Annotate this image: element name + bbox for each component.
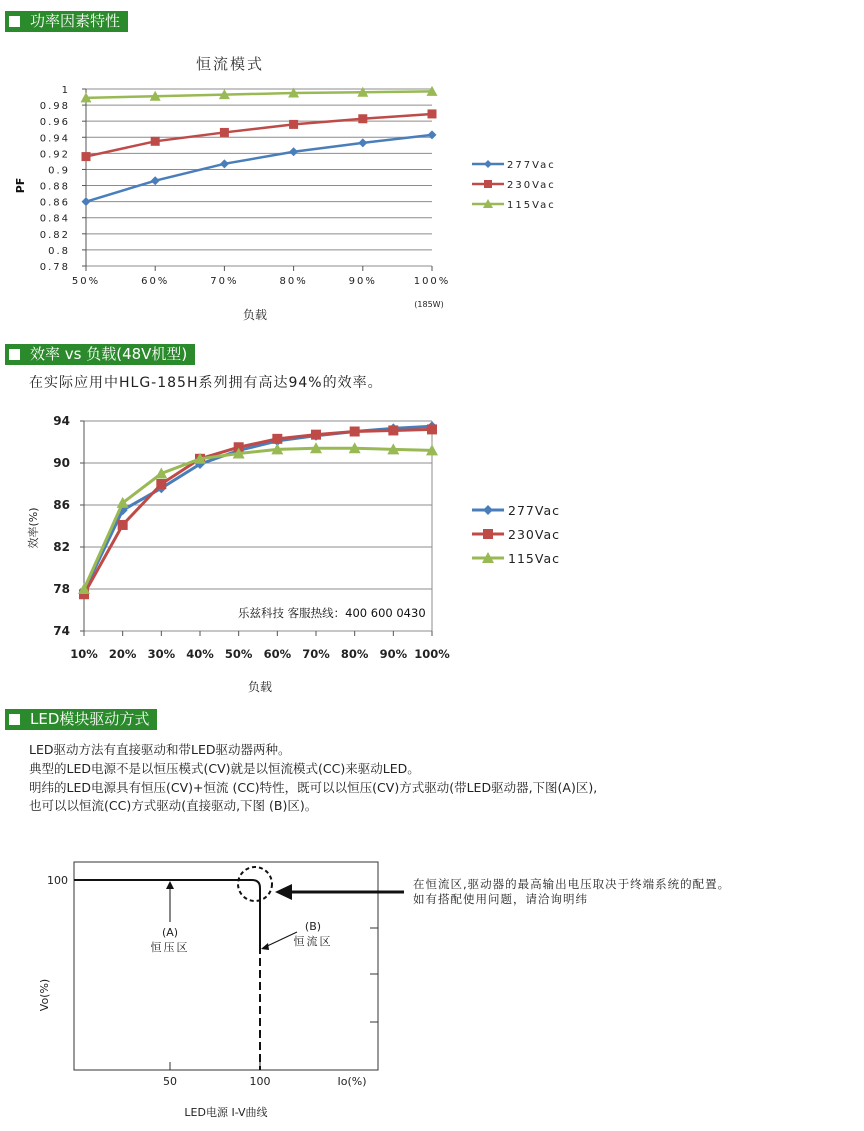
iv-note-line-1: 在恒流区,驱动器的最高输出电压取决于终端系统的配置。 (413, 877, 731, 891)
led-text-line-4: 也可以以恒流(CC)方式驱动(直接驱动,下图 (B)区)。 (29, 798, 318, 813)
data-point (311, 430, 321, 440)
checkbox-square-icon (9, 714, 20, 725)
region-b-name: 恒流区 (293, 935, 333, 948)
x-tick-label: 100 (249, 1075, 271, 1088)
series-line (84, 429, 432, 594)
legend-label: 277Vac (508, 503, 560, 518)
data-point (289, 147, 298, 156)
section-header-label: 功率因素特性 (30, 12, 121, 30)
x-tick-label: 60% (141, 276, 170, 287)
section-header-label: LED模块驱动方式 (30, 710, 150, 728)
region-a-name: 恒压区 (150, 941, 190, 954)
region-b-id: (B) (304, 920, 322, 933)
x-tick-label: 20% (108, 647, 137, 661)
y-tick-label: 0.92 (39, 149, 70, 161)
data-point (272, 434, 282, 444)
data-point (82, 152, 91, 161)
data-point (82, 197, 91, 206)
iv-note-line-2: 如有搭配使用问题，请洽询明纬 (413, 892, 588, 906)
y-tick-label: 0.98 (39, 101, 70, 113)
data-point (289, 120, 298, 129)
y-tick-label: 0.9 (48, 165, 70, 177)
y-tick-label: 100 (47, 874, 68, 887)
legend-label: 230Vac (507, 180, 556, 191)
led-text-line-3: 明纬的LED电源具有恒压(CV)+恒流 (CC)特性，既可以以恒压(CV)方式驱动(带LED驱动器,下图(A)区), (29, 780, 598, 795)
pf-chart-svg (0, 45, 864, 335)
iv-curve-chart (0, 850, 864, 1127)
series-line (86, 114, 432, 157)
efficiency-chart-svg (0, 400, 864, 700)
data-point (358, 138, 367, 147)
x-tick-label: 70% (302, 647, 330, 661)
legend-label: 230Vac (508, 527, 560, 542)
region-a-id: (A) (161, 926, 179, 939)
x-tick-label: 80% (340, 647, 369, 661)
corner-highlight-circle (238, 867, 272, 901)
y-tick-label: 0.88 (39, 181, 70, 193)
x-axis-label: 负载 (242, 308, 268, 322)
y-axis-label: PF (14, 177, 27, 194)
section-header-led-drive (5, 709, 157, 730)
x-tick-label: 30% (147, 647, 176, 661)
iv-curve-svg (0, 850, 864, 1127)
led-text-line-2: 典型的LED电源不是以恒压模式(CV)就是以恒流模式(CC)来驱动LED。 (29, 761, 420, 776)
chart-title: 恒流模式 (195, 55, 265, 73)
x-axis-note: (185W) (414, 300, 444, 309)
y-tick-label: 0.84 (39, 213, 70, 225)
y-tick-label: 0.96 (39, 117, 70, 129)
x-tick-label: 100% (414, 647, 450, 661)
x-tick-label: 50% (224, 647, 253, 661)
y-tick-label: 90 (53, 456, 70, 470)
y-tick-label: 0.94 (39, 133, 70, 145)
checkbox-square-icon (9, 16, 20, 27)
pointer-arrowhead (275, 884, 292, 900)
y-tick-label: 0.82 (39, 229, 70, 241)
y-tick-label: 74 (53, 624, 70, 638)
y-tick-label: 0.86 (39, 197, 70, 209)
x-tick-label: 60% (263, 647, 292, 661)
x-tick-label: 90% (379, 647, 408, 661)
y-tick-label: 78 (53, 582, 70, 596)
data-point (220, 128, 229, 137)
x-tick-label: 90% (348, 276, 377, 287)
data-point (388, 425, 398, 435)
y-axis-label: Vo(%) (38, 978, 51, 1012)
efficiency-description: 在实际应用中HLG-185H系列拥有高达94%的效率。 (29, 375, 383, 391)
section-header-label: 效率 vs 负载(48V机型) (30, 345, 188, 363)
x-tick-label: 10% (70, 647, 98, 661)
y-tick-label: 86 (53, 498, 70, 512)
y-tick-label: 0.8 (48, 245, 70, 257)
section-header-power-factor (5, 11, 128, 32)
data-point (151, 176, 160, 185)
data-point (427, 424, 437, 434)
region-a-arrowhead (166, 881, 174, 889)
x-tick-label: 100% (413, 276, 451, 287)
data-point (220, 159, 229, 168)
x-tick-label: 50% (71, 276, 101, 287)
x-axis-label: Io(%) (337, 1075, 367, 1088)
data-point (151, 137, 160, 146)
chart-annotation: 乐兹科技 客服热线：400 600 0430 (238, 606, 426, 620)
x-tick-label: 70% (210, 276, 239, 287)
y-tick-label: 0.78 (39, 262, 70, 273)
region-b-arrowhead (261, 943, 269, 950)
data-point (118, 520, 128, 530)
y-axis-label: 效率(%) (27, 507, 40, 549)
legend-marker (484, 160, 492, 168)
legend-label: 115Vac (507, 200, 556, 211)
legend-label: 277Vac (507, 160, 556, 171)
x-axis-label: 负载 (247, 680, 273, 694)
data-point (156, 479, 166, 489)
checkbox-square-icon (9, 349, 20, 360)
legend-marker (484, 180, 492, 188)
series-line (84, 448, 432, 589)
x-tick-label: 50 (163, 1075, 177, 1088)
legend-marker (483, 529, 493, 539)
legend-label: 115Vac (508, 551, 560, 566)
led-text-line-1: LED驱动方法有直接驱动和带LED驱动器两种。 (29, 742, 291, 757)
chart-title: LED电源 I-V曲线 (184, 1106, 268, 1119)
x-tick-label: 80% (279, 276, 308, 287)
y-tick-label: 82 (53, 540, 70, 554)
section-header-efficiency (5, 344, 195, 365)
pf-chart (0, 45, 864, 335)
data-point (358, 114, 367, 123)
y-tick-label: 94 (53, 414, 70, 428)
data-point (428, 109, 437, 118)
series-line (86, 91, 432, 97)
data-point (350, 427, 360, 437)
legend-marker (483, 505, 493, 515)
efficiency-chart (0, 400, 864, 700)
data-point (428, 130, 437, 139)
y-tick-label: 1 (61, 85, 70, 96)
x-tick-label: 40% (186, 647, 214, 661)
